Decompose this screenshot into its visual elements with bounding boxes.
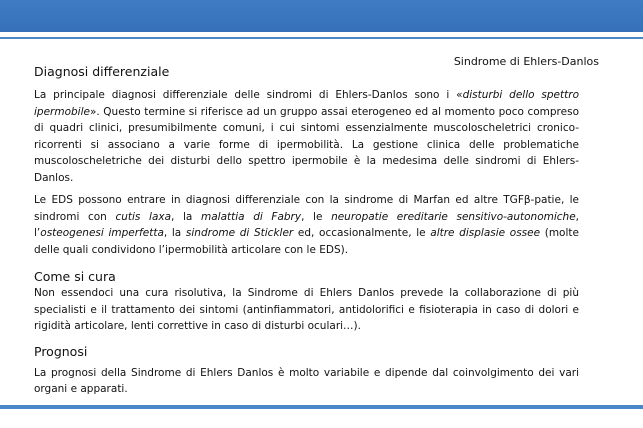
section-title-cura: Come si cura [34, 269, 116, 284]
section-title-diagnosi: Diagnosi differenziale [34, 64, 170, 79]
document-body [34, 64, 579, 398]
document-header-title: Sindrome di Ehlers-Danlos [453, 55, 599, 68]
bottom-divider [0, 405, 643, 409]
paragraph-diagnosi-1: La principale diagnosi differenziale delle sindromi di Ehlers-Danlos sono i «disturbi dello spettro ipermobile». Questo termine si riferisce ad un gruppo assai eterogeneo ed al momento poco compreso di quadri clinici, presumibilmente comuni, i cui sintomi essenzialmente muscoloscheletrici cronico-ricorrenti si associano a varie forme di ipermobilità. La gestione clinica delle problematiche muscoloscheletriche dei disturbi dello spettro ipermobile è la medesima delle sindromi di Ehlers-Danlos. [34, 89, 579, 184]
paragraph-cura: Non essendoci una cura risolutiva, la Sindrome di Ehlers Danlos prevede la collaborazione di più specialisti e il trattamento dei sintomi (antinfiammatori, antidolorifici e fisioterapia in caso di dolori e rigidità articolare, lenti correttive in caso di disturbi oculari…). [34, 287, 579, 332]
paragraph-diagnosi-2: Le EDS possono entrare in diagnosi differenziale con la sindrome di Marfan ed altre TGFβ-patie, le sindromi con cutis laxa, la malattia di Fabry, le neuropatie ereditarie sensitivo-autonomiche, l’osteogenesi imperfetta, la sindrome di Stickler ed, occasionalmente, le altre displasie ossee (molte delle quali condividono l’ipermobilità articolare con le EDS). [34, 194, 579, 256]
paragraph-prognosi: La prognosi della Sindrome di Ehlers Danlos è molto variabile e dipende dal coinvolgimento dei vari organi e apparati. [34, 366, 579, 395]
top-divider [0, 37, 643, 39]
top-banner [0, 0, 643, 32]
section-title-prognosi: Prognosi [34, 343, 88, 359]
